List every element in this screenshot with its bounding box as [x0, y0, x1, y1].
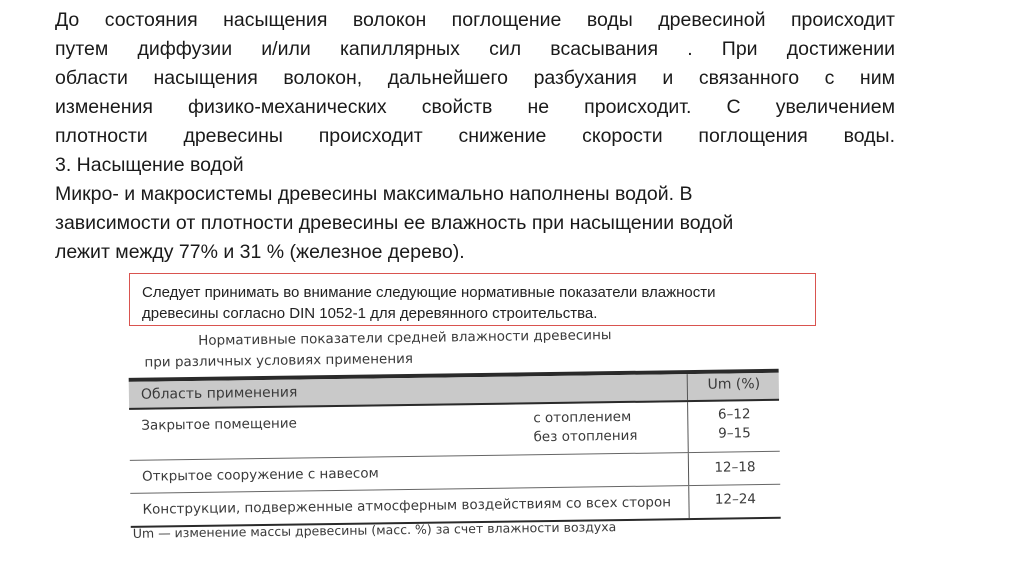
row-value: 12–18: [714, 459, 756, 476]
row-area: Открытое сооружение с навесом: [141, 465, 379, 485]
paragraph-2: [55, 180, 895, 267]
table-footnote: Um — изменение массы древесины (масс. %) за счет влажности воздуха: [132, 519, 617, 541]
row-value: 9–15: [718, 425, 751, 442]
table-caption: при различных условиях применения: [144, 350, 414, 371]
scanned-table-figure: [120, 321, 793, 545]
moisture-table: [129, 369, 781, 528]
table-caption: Нормативные показатели средней влажности древесины: [198, 327, 612, 349]
row-area: Конструкции, подверженные атмосферным воздействиям со всех сторон: [142, 494, 672, 518]
section-heading: 3. Насыщение водой: [55, 154, 244, 176]
note-line: Следует принимать во внимание следующие нормативные показатели влажности: [142, 284, 716, 301]
row-subcondition: с отоплением: [533, 408, 632, 427]
row-subcondition: без отопления: [533, 427, 638, 446]
row-value: 12–24: [714, 491, 757, 508]
text-line: плотности древесины происходит снижение скорости поглощения воды.: [55, 125, 895, 147]
column-header-um: Um (%): [707, 376, 761, 393]
column-divider: [688, 486, 689, 518]
text-line: Микро- и макросистемы древесины максимально наполнены водой. В: [55, 183, 693, 205]
text-line: путем диффузии и/или капиллярных сил всасывания . При достижении: [55, 38, 895, 60]
text-line: области насыщения волокон, дальнейшего разбухания и связанного с ним: [55, 67, 895, 89]
row-value: 6–12: [717, 406, 751, 423]
table-row: [129, 401, 780, 461]
note-line: древесины согласно DIN 1052-1 для деревянного строительства.: [142, 305, 598, 322]
paragraph-1: [55, 6, 895, 151]
text-line: изменения физико-механических свойств не происходит. С увеличением: [55, 96, 895, 118]
text-line: зависимости от плотности древесины ее влажность при насыщении водой: [55, 212, 734, 234]
text-line: До состояния насыщения волокон поглощение воды древесиной происходит: [55, 9, 895, 31]
text-line: лежит между 77% и 31 % (железное дерево).: [55, 241, 465, 263]
column-header-area: Область применения: [140, 384, 298, 403]
row-area: Закрытое помещение: [141, 415, 297, 434]
din-note-box: [129, 273, 816, 326]
